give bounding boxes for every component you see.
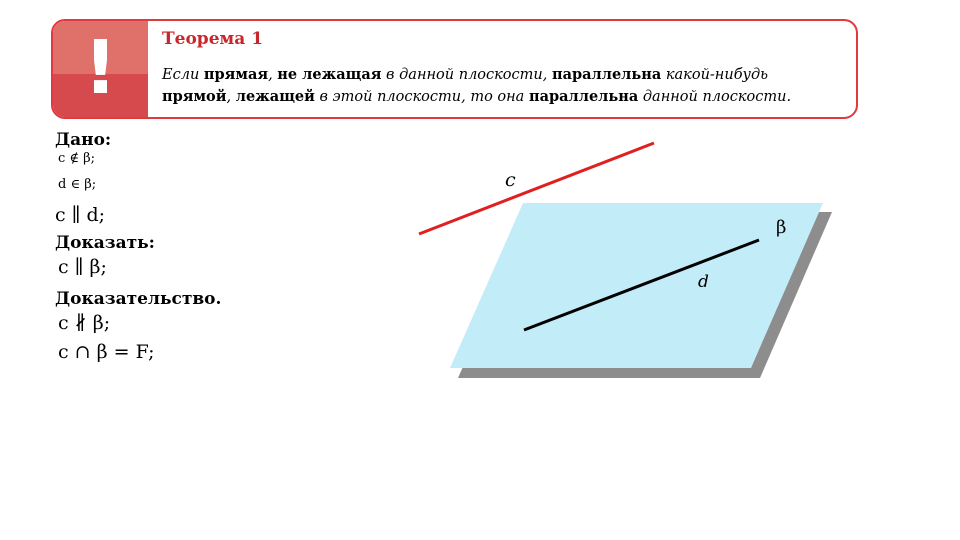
proof-heading: Доказательство. bbox=[55, 289, 222, 309]
theorem-text-segment: в этой плоскости, то она bbox=[314, 89, 529, 105]
exclamation-icon: ! bbox=[83, 25, 118, 111]
theorem-text-segment: , bbox=[226, 89, 236, 105]
theorem-text-segment: данной плоскости. bbox=[638, 89, 792, 105]
theorem-title: Теорема 1 bbox=[162, 29, 264, 49]
prove-statement: c ∥ β; bbox=[58, 256, 107, 278]
theorem-text-segment: не лежащая bbox=[277, 66, 382, 83]
given-heading: Дано: bbox=[55, 130, 112, 150]
theorem-text-segment: лежащей bbox=[235, 88, 315, 105]
proof-step-1: c ∦ β; bbox=[58, 312, 111, 334]
given-c-not-in-beta: c ∉ β; bbox=[58, 151, 96, 166]
theorem-text-segment: Если bbox=[162, 67, 204, 83]
theorem-text-segment: прямой bbox=[162, 88, 227, 105]
label-beta: β bbox=[776, 217, 787, 238]
given-d-in-beta: d ∈ β; bbox=[58, 177, 97, 192]
proof-step-2: c ∩ β = F; bbox=[58, 341, 155, 363]
given-c-parallel-d: c ∥ d; bbox=[55, 204, 106, 226]
label-c: c bbox=[505, 169, 516, 191]
theorem-text-segment: , bbox=[268, 67, 278, 83]
prove-heading: Доказать: bbox=[55, 233, 155, 253]
theorem-text-segment: в данной плоскости, bbox=[381, 67, 552, 83]
theorem-text-segment: параллельна bbox=[528, 88, 639, 105]
theorem-text-segment: параллельна bbox=[551, 66, 662, 83]
theorem-text-segment: какой-нибудь bbox=[661, 67, 769, 83]
theorem-text-segment: прямая bbox=[203, 66, 269, 83]
label-d: d bbox=[698, 272, 709, 292]
